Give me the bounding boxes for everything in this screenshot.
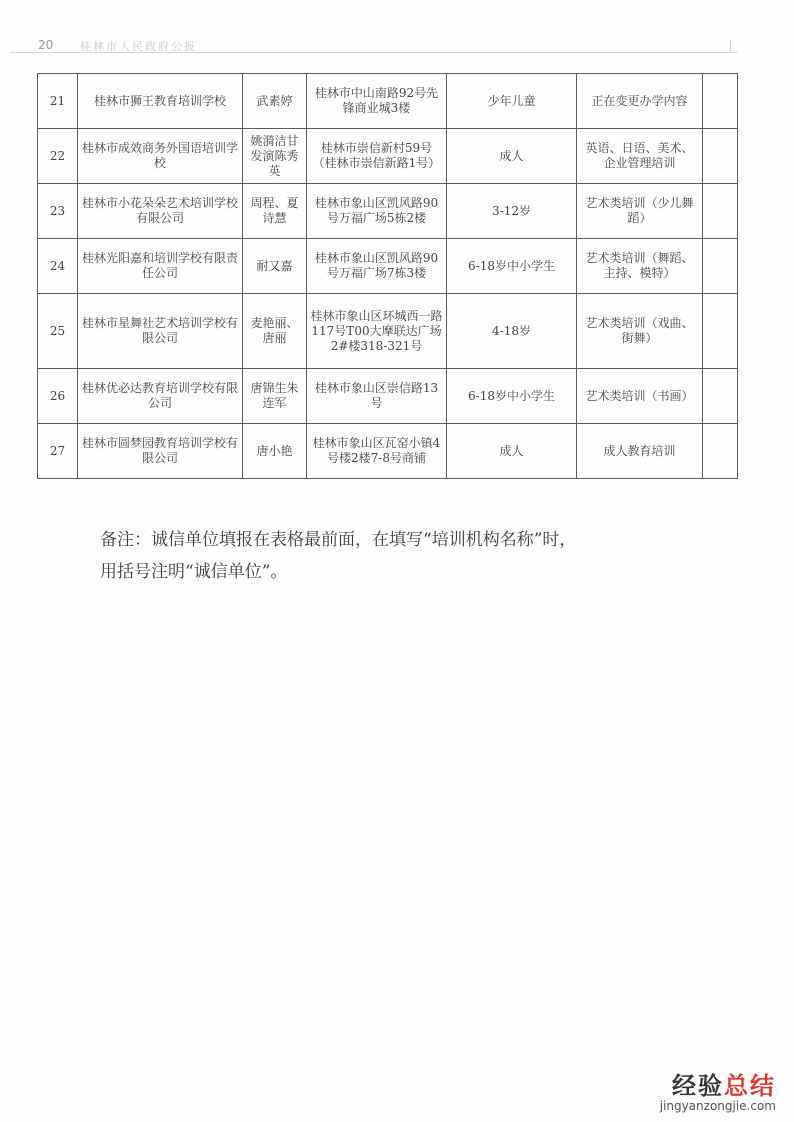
address: 桂林市崇信新村59号（桂林市崇信新路1号） [307,129,447,184]
table-row [38,424,738,479]
blank-cell [703,369,738,424]
header-tick [730,40,731,52]
row-index: 26 [38,369,78,424]
address: 桂林市象山区瓦窑小镇4号楼2楼7-8号商铺 [307,424,447,479]
row-index: 23 [38,184,78,239]
table-row [38,74,738,129]
table-row [38,294,738,369]
responsible-person: 麦艳丽、唐丽 [243,294,307,369]
blank-cell [703,239,738,294]
training-scope: 艺术类培训（少儿舞蹈） [577,184,703,239]
responsible-person: 姚漪洁甘发演陈秀英 [243,129,307,184]
training-scope: 正在变更办学内容 [577,74,703,129]
row-index: 24 [38,239,78,294]
address: 桂林市象山区凯风路90号万福广场7栋3楼 [307,239,447,294]
responsible-person: 唐锦生朱连军 [243,369,307,424]
page-number: 20 [38,38,54,52]
institution-name: 桂林市圆梦园教育培训学校有限公司 [78,424,243,479]
row-index: 21 [38,74,78,129]
blank-cell [703,74,738,129]
institution-name: 桂林市星舞社艺术培训学校有限公司 [78,294,243,369]
watermark-title-a: 经验 [672,1072,724,1100]
training-institution-table [37,73,738,479]
target-group: 6-18岁中小学生 [447,369,577,424]
remark-note [100,524,700,588]
blank-cell [703,424,738,479]
blank-cell [703,129,738,184]
institution-name: 桂林市狮王教育培训学校 [78,74,243,129]
blank-cell [703,184,738,239]
row-index: 25 [38,294,78,369]
target-group: 少年儿童 [447,74,577,129]
table-row [38,369,738,424]
address: 桂林市象山区凯风路90号万福广场5栋2楼 [307,184,447,239]
institution-name: 桂林光阳嘉和培训学校有限责任公司 [78,239,243,294]
remark-line-1: 备注：诚信单位填报在表格最前面，在填写“培训机构名称”时， [100,530,577,550]
row-index: 27 [38,424,78,479]
address: 桂林市象山区崇信路13号 [307,369,447,424]
training-scope: 艺术类培训（书画） [577,369,703,424]
row-index: 22 [38,129,78,184]
table-row [38,184,738,239]
responsible-person: 周程、夏诗慧 [243,184,307,239]
watermark-logo [660,1066,776,1101]
institution-name: 桂林市小花朵朵艺术培训学校有限公司 [78,184,243,239]
training-scope: 艺术类培训（舞蹈、主持、模特） [577,239,703,294]
header-faded-text: 桂林市人民政府公报 [80,40,197,53]
table-row [38,129,738,184]
address: 桂林市象山区环城西一路117号T00大摩联达广场2#楼318-321号 [307,294,447,369]
watermark-title-b: 总结 [724,1072,776,1100]
responsible-person: 武素婷 [243,74,307,129]
institution-name: 桂林优必达教育培训学校有限公司 [78,369,243,424]
target-group: 成人 [447,424,577,479]
training-scope: 英语、日语、美术、企业管理培训 [577,129,703,184]
watermark-url: jingyanzongjie.com [659,1099,776,1113]
target-group: 3-12岁 [447,184,577,239]
table-row [38,239,738,294]
site-watermark [660,1066,776,1113]
responsible-person: 唐小艳 [243,424,307,479]
target-group: 成人 [447,129,577,184]
institution-name: 桂林市成效商务外国语培训学校 [78,129,243,184]
blank-cell [703,294,738,369]
target-group: 4-18岁 [447,294,577,369]
training-scope: 艺术类培训（戏曲、街舞） [577,294,703,369]
remark-line-2: 用括号注明“诚信单位”。 [100,562,288,582]
address: 桂林市中山南路92号先锋商业城3楼 [307,74,447,129]
target-group: 6-18岁中小学生 [447,239,577,294]
training-scope: 成人教育培训 [577,424,703,479]
responsible-person: 耐又嘉 [243,239,307,294]
